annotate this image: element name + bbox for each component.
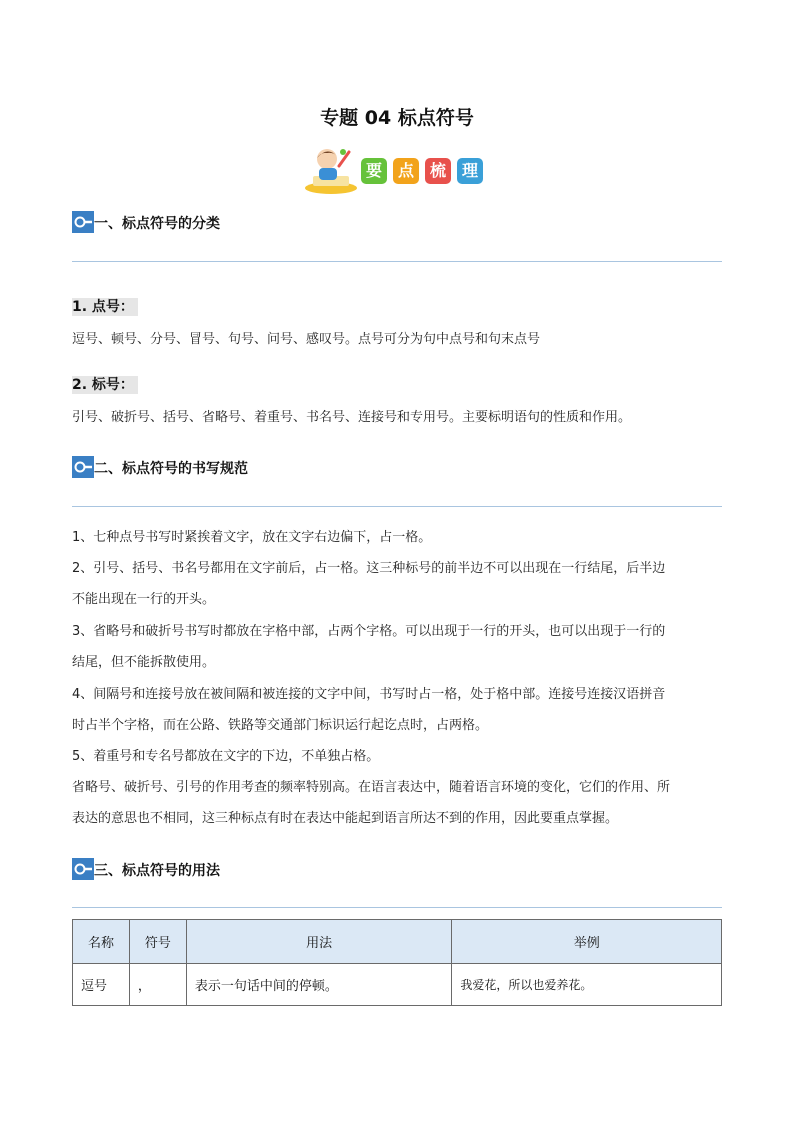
rule-line: 1、七种点号书写时紧挨着文字，放在文字右边偏下，占一格。 <box>72 530 432 545</box>
rule-line: 3、省略号和破折号书写时都放在字格中部，占两个字格。可以出现于一行的开头，也可以出现于一行的 <box>72 624 666 639</box>
column-header: 举例 <box>452 920 722 964</box>
section-marker-icon <box>72 858 94 880</box>
rule-line: 时占半个字格，而在公路、铁路等交通部门标识运行起讫点时，占两格。 <box>72 718 489 733</box>
key-points-banner <box>303 146 487 194</box>
table-header-row <box>73 920 722 964</box>
cell-name: 逗号 <box>73 964 130 1006</box>
divider <box>72 261 722 262</box>
section-title: 三、标点符号的用法 <box>94 863 220 879</box>
cell-example: 我爱花，所以也爱养花。 <box>452 964 722 1006</box>
rule-line: 省略号、破折号、引号的作用考查的频率特别高。在语言表达中，随着语言环境的变化，它们的作用、所 <box>72 780 671 795</box>
dianhao-text: 逗号、顿号、分号、冒号、句号、问号、感叹号。点号可分为句中点号和句末点号 <box>72 332 541 347</box>
punctuation-usage-table <box>72 919 722 1006</box>
rule-line: 结尾，但不能拆散使用。 <box>72 655 216 670</box>
subheading-label: 1. 点号： <box>72 298 138 316</box>
banner-char-4: 理 <box>457 158 483 184</box>
divider <box>72 907 722 908</box>
column-header: 用法 <box>186 920 452 964</box>
section-marker-icon <box>72 456 94 478</box>
student-writing-icon <box>303 146 359 194</box>
banner-char-1: 要 <box>361 158 387 184</box>
table-row <box>73 964 722 1006</box>
cell-usage: 表示一句话中间的停顿。 <box>186 964 452 1006</box>
rule-line: 4、间隔号和连接号放在被间隔和被连接的文字中间，书写时占一格，处于格中部。连接号连接汉语拼音 <box>72 687 666 702</box>
banner-char-2: 点 <box>393 158 419 184</box>
divider <box>72 506 722 507</box>
banner-char-3: 梳 <box>425 158 451 184</box>
rule-line: 表达的意思也不相同，这三种标点有时在表达中能起到语言所达不到的作用，因此要重点掌握。 <box>72 811 619 826</box>
section-title: 二、标点符号的书写规范 <box>94 461 248 477</box>
biaohao-text: 引号、破折号、括号、省略号、着重号、书名号、连接号和专用号。主要标明语句的性质和作用。 <box>72 410 632 425</box>
section-marker-icon <box>72 211 94 233</box>
cell-symbol: ， <box>129 964 186 1006</box>
rule-line: 5、着重号和专名号都放在文字的下边，不单独占格。 <box>72 749 380 764</box>
subheading-biaohao <box>72 374 138 394</box>
section-title: 一、标点符号的分类 <box>94 216 220 232</box>
rule-line: 2、引号、括号、书名号都用在文字前后，占一格。这三种标号的前半边不可以出现在一行结尾，后半边 <box>72 561 666 576</box>
subheading-label: 2. 标号： <box>72 376 138 394</box>
page-title: 专题 04 标点符号 <box>320 107 474 129</box>
column-header: 名称 <box>73 920 130 964</box>
column-header: 符号 <box>129 920 186 964</box>
rule-line: 不能出现在一行的开头。 <box>72 592 216 607</box>
subheading-dianhao <box>72 296 138 316</box>
